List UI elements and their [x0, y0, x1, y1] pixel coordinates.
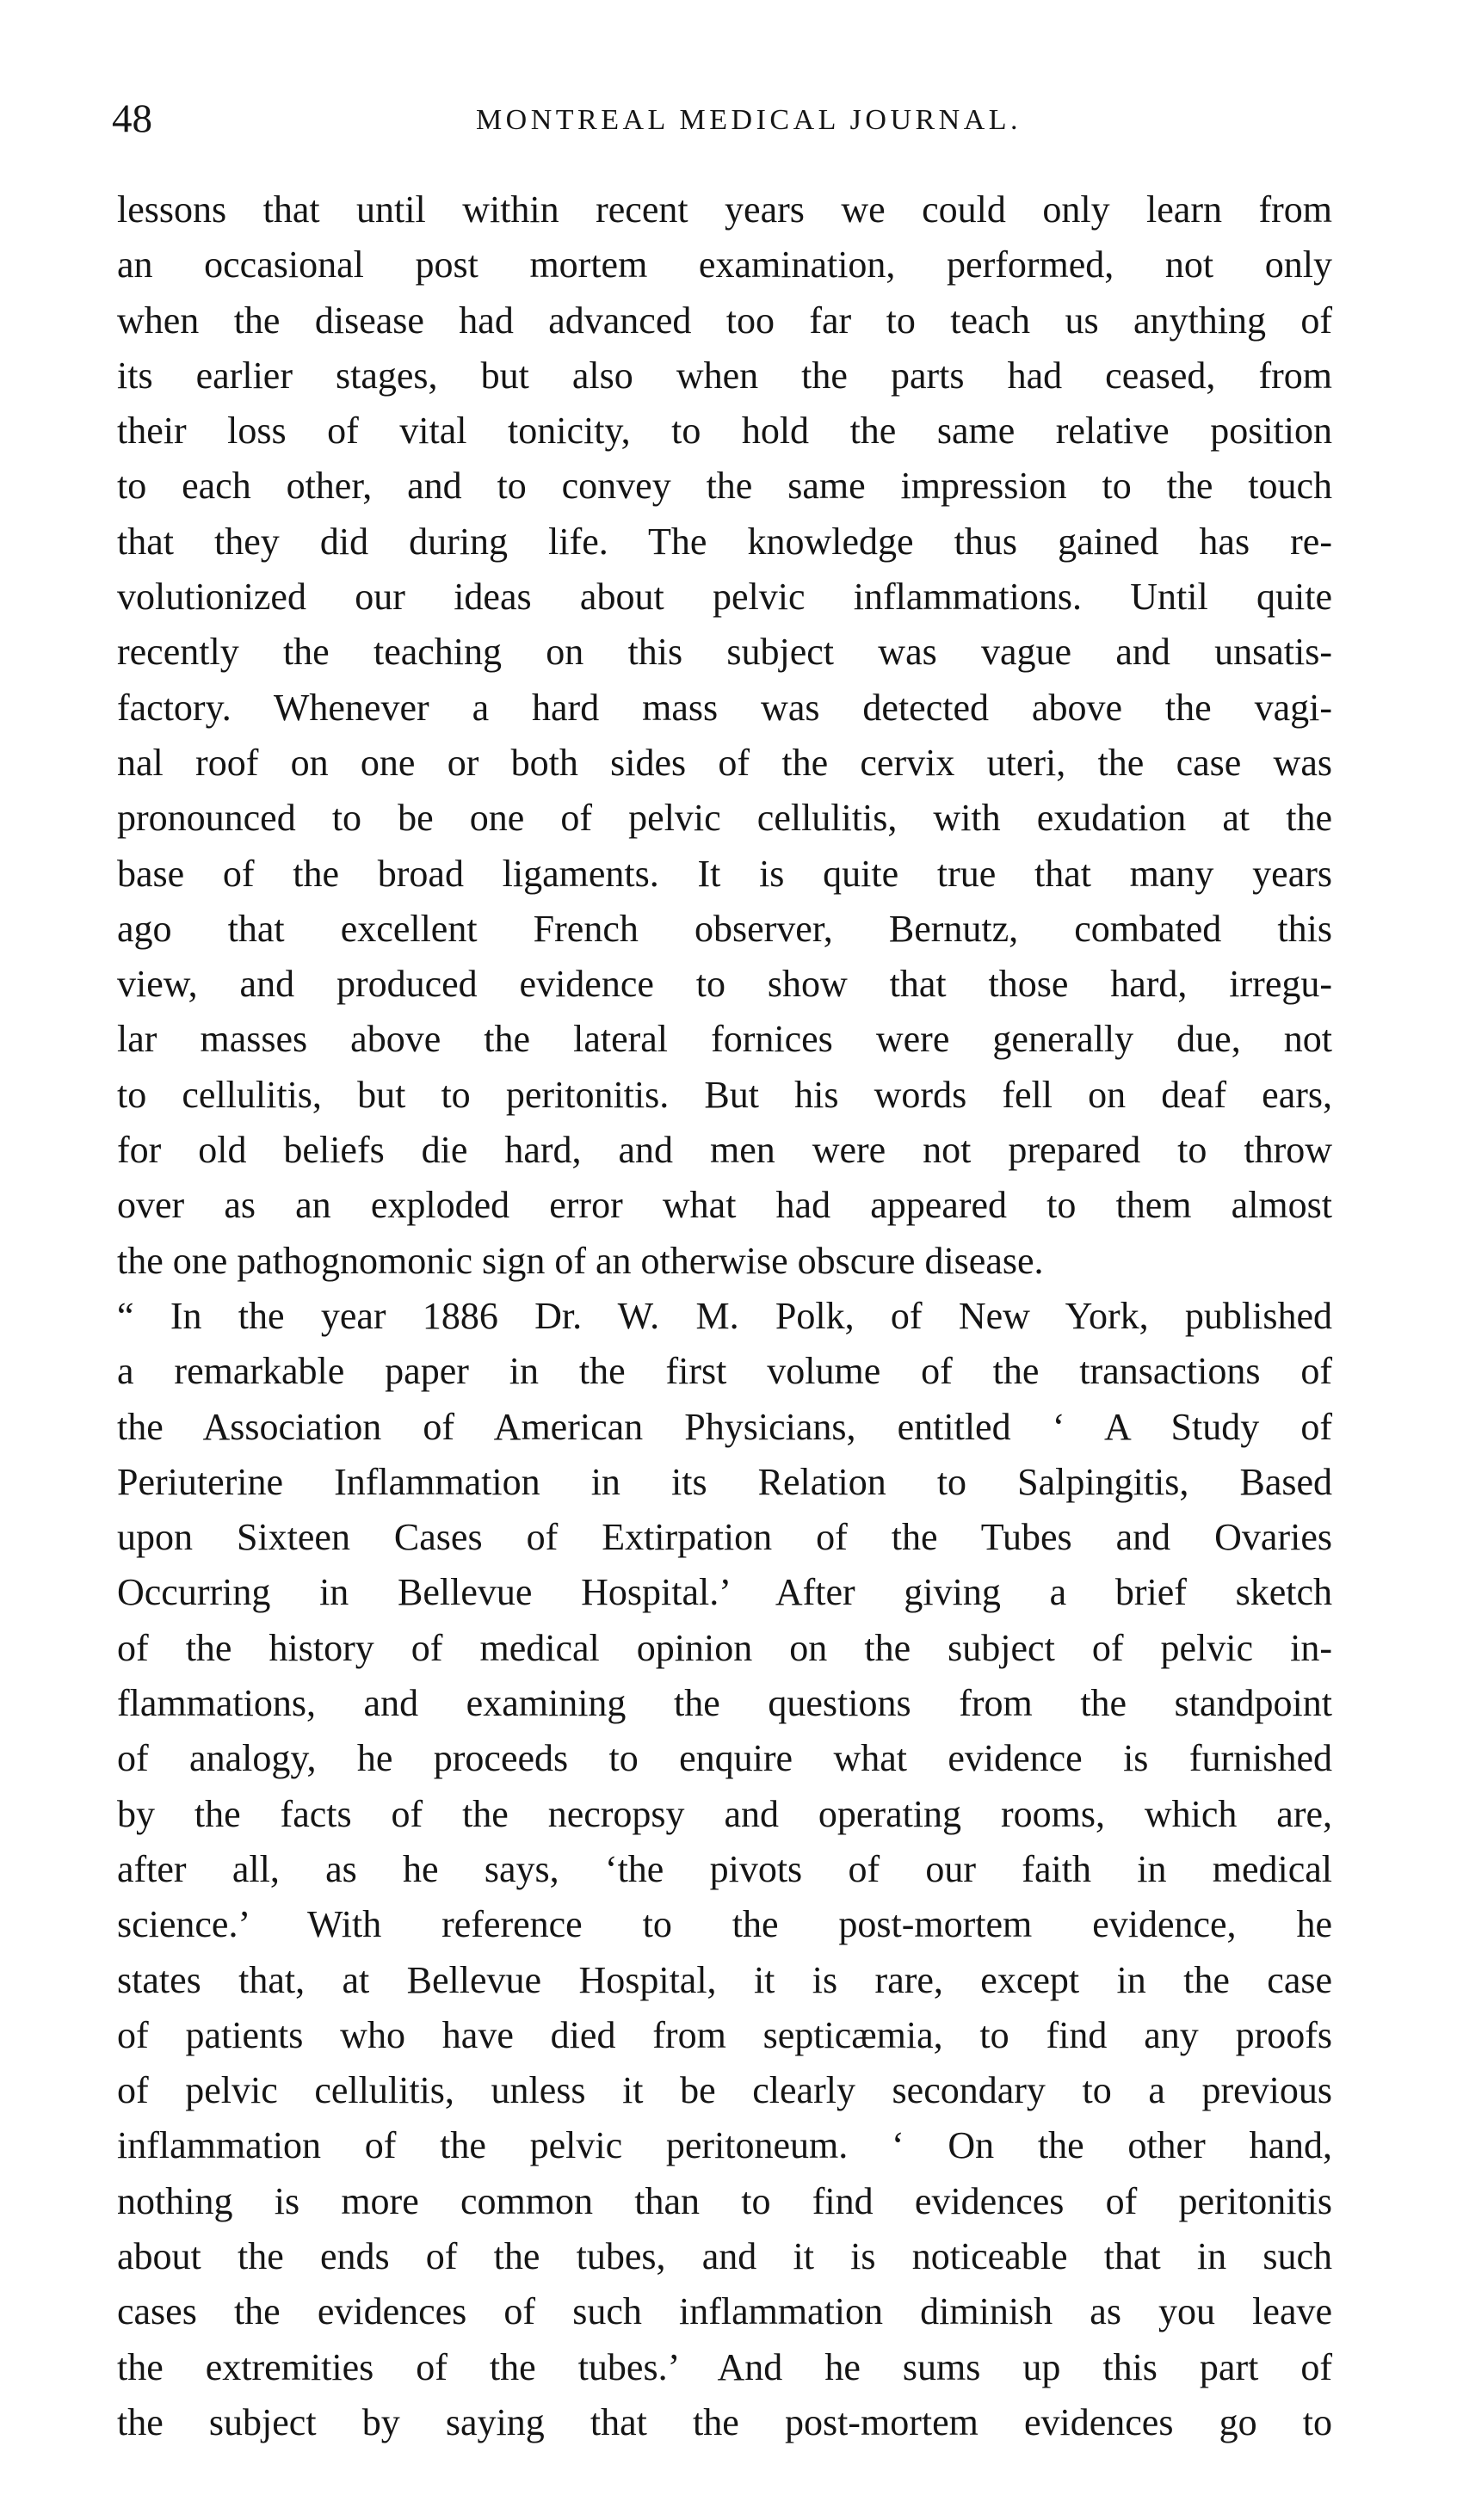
text-line: over as an exploded error what had appeared to them almost	[117, 1184, 1332, 1227]
text-line: the Association of American Physicians, entitled ‘ A Study of	[117, 1405, 1332, 1448]
text-line: their loss of vital tonicity, to hold the same relative position	[117, 410, 1332, 453]
text-line: upon Sixteen Cases of Extirpation of the Tubes and Ovaries	[117, 1516, 1332, 1559]
text-line: Periuterine Inflammation in its Relation to Salpingitis, Based	[117, 1460, 1332, 1503]
text-line: of pelvic cellulitis, unless it be clearly secondary to a previous	[117, 2069, 1332, 2112]
text-line: nal roof on one or both sides of the cervix uteri, the case was	[117, 741, 1332, 784]
text-line: of patients who have died from septicæmia, to find any proofs	[117, 2013, 1332, 2056]
journal-title: MONTREAL MEDICAL JOURNAL.	[475, 104, 1022, 136]
text-line: its earlier stages, but also when the parts had ceased, from	[117, 354, 1332, 397]
text-line: volutionized our ideas about pelvic inflammations. Until quite	[117, 576, 1332, 619]
text-line: lar masses above the lateral fornices were generally due, not	[117, 1018, 1332, 1061]
text-line: to each other, and to convey the same impression to the touch	[117, 465, 1332, 508]
text-line: for old beliefs die hard, and men were not prepared to throw	[117, 1129, 1332, 1172]
text-line: factory. Whenever a hard mass was detected above the vagi-	[117, 686, 1332, 729]
text-line: to cellulitis, but to peritonitis. But his words fell on deaf ears,	[117, 1073, 1332, 1116]
text-line: about the ends of the tubes, and it is noticeable that in such	[117, 2234, 1332, 2277]
text-line: by the facts of the necropsy and operating rooms, which are,	[117, 1792, 1332, 1835]
text-line: of analogy, he proceeds to enquire what evidence is furnished	[117, 1737, 1332, 1780]
text-line: inflammation of the pelvic peritoneum. ‘ On the other hand,	[117, 2124, 1332, 2167]
text-line: science.’ With reference to the post-mortem evidence, he	[117, 1903, 1332, 1946]
page-number: 48	[112, 96, 152, 141]
text-line: pronounced to be one of pelvic cellulitis, with exudation at the	[117, 797, 1332, 840]
text-line: states that, at Bellevue Hospital, it is rare, except in the case	[117, 1958, 1332, 2001]
text-line: the extremities of the tubes.’ And he sums up this part of	[117, 2345, 1332, 2388]
text-line: view, and produced evidence to show that those hard, irregu-	[117, 963, 1332, 1006]
text-line: an occasional post mortem examination, performed, not only	[117, 243, 1332, 287]
text-line: of the history of medical opinion on the subject of pelvic in-	[117, 1626, 1332, 1669]
text-line: “ In the year 1886 Dr. W. M. Polk, of New York, published	[117, 1294, 1332, 1337]
text-line: the one pathognomonic sign of an otherwise obscure disease.	[117, 1239, 1044, 1282]
text-line: when the disease had advanced too far to teach us anything of	[117, 299, 1332, 342]
text-line: cases the evidences of such inflammation diminish as you leave	[117, 2290, 1332, 2333]
text-line: recently the teaching on this subject was vague and unsatis-	[117, 631, 1332, 674]
text-line: base of the broad ligaments. It is quite true that many years	[117, 852, 1332, 895]
text-line: flammations, and examining the questions from the standpoint	[117, 1682, 1332, 1725]
text-line: after all, as he says, ‘the pivots of our faith in medical	[117, 1847, 1332, 1890]
text-line: ago that excellent French observer, Bernutz, combated this	[117, 907, 1332, 950]
body-text	[117, 182, 1332, 2450]
text-line: Occurring in Bellevue Hospital.’ After giving a brief sketch	[117, 1571, 1332, 1614]
text-line: nothing is more common than to find evidences of peritonitis	[117, 2179, 1332, 2222]
running-head	[112, 93, 1334, 145]
text-line: lessons that until within recent years we could only learn from	[117, 188, 1332, 231]
text-line: that they did during life. The knowledge thus gained has re-	[117, 520, 1332, 563]
text-line: the subject by saying that the post-mortem evidences go to	[117, 2400, 1332, 2443]
text-line: a remarkable paper in the first volume of the transactions of	[117, 1350, 1332, 1393]
